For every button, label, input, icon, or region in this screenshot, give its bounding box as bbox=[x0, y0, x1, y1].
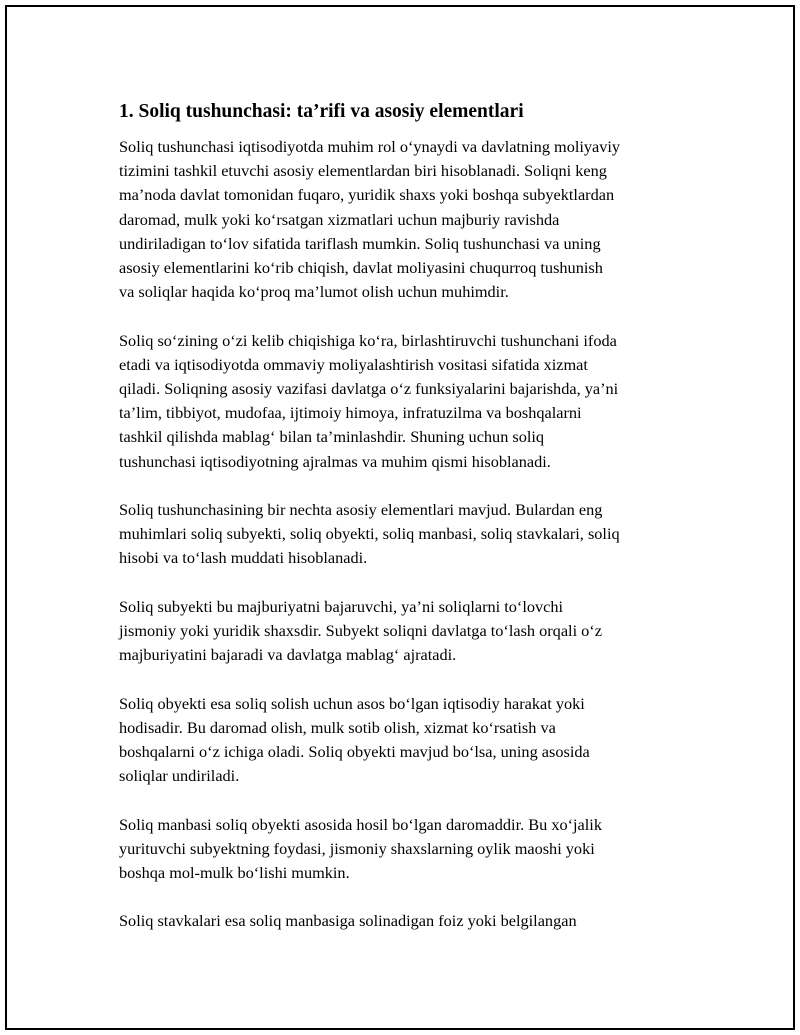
paragraph-line: boshqalarni oʻz ichiga oladi. Soliq obyekti mavjud boʻlsa, uning asosida bbox=[119, 742, 590, 762]
paragraph-line: boshqa mol-mulk boʻlishi mumkin. bbox=[119, 863, 350, 883]
paragraph bbox=[119, 135, 697, 304]
paragraph-line: yurituvchi subyektning foydasi, jismoniy shaxslarning oylik maoshi yoki bbox=[119, 838, 595, 858]
paragraph-line: daromad, mulk yoki koʻrsatgan xizmatlari uchun majburiy ravishda bbox=[119, 209, 560, 229]
paragraph-line: tashkil qilishda mablagʻ bilan ta’minlashdir. Shuning uchun soliq bbox=[119, 427, 545, 447]
paragraph-line: Soliq subyekti bu majburiyatni bajaruvchi, ya’ni soliqlarni toʻlovchi bbox=[119, 596, 564, 616]
paragraph bbox=[119, 909, 697, 933]
paragraph-line: Soliq manbasi soliq obyekti asosida hosil boʻlgan daromaddir. Bu xoʻjalik bbox=[119, 814, 602, 834]
paragraph-container bbox=[119, 135, 697, 934]
paragraph-line: undiriladigan toʻlov sifatida tariflash mumkin. Soliq tushunchasi va uning bbox=[119, 233, 601, 253]
paragraph-line: soliqlar undiriladi. bbox=[119, 766, 240, 786]
paragraph-line: tushunchasi iqtisodiyotning ajralmas va muhim qismi hisoblanadi. bbox=[119, 451, 551, 471]
paragraph bbox=[119, 813, 697, 886]
document-body bbox=[119, 99, 697, 958]
paragraph-line: va soliqlar haqida koʻproq ma’lumot olish uchun muhimdir. bbox=[119, 282, 509, 302]
paragraph-line: Soliq tushunchasi iqtisodiyotda muhim rol oʻynaydi va davlatning moliyaviy bbox=[119, 137, 621, 156]
paragraph bbox=[119, 595, 697, 668]
paragraph-line: etadi va iqtisodiyotda ommaviy moliyalashtirish vositasi sifatida xizmat bbox=[119, 354, 588, 374]
paragraph-line: Soliq stavkalari esa soliq manbasiga solinadigan foiz yoki belgilangan bbox=[119, 911, 577, 931]
paragraph-line: ma’noda davlat tomonidan fuqaro, yuridik shaxs yoki boshqa subyektlardan bbox=[119, 185, 615, 205]
section-heading: 1. Soliq tushunchasi: ta’rifi va asosiy elementlari bbox=[119, 101, 524, 122]
paragraph-line: ta’lim, tibbiyot, mudofaa, ijtimoiy himoya, infratuzilma va boshqalarni bbox=[119, 403, 582, 423]
paragraph-line: jismoniy yoki yuridik shaxsdir. Subyekt soliqni davlatga toʻlash orqali oʻz bbox=[119, 621, 602, 641]
paragraph-line: hodisadir. Bu daromad olish, mulk sotib olish, xizmat koʻrsatish va bbox=[119, 717, 556, 737]
paragraph-line: Soliq soʻzining oʻzi kelib chiqishiga koʻra, birlashtiruvchi tushunchani ifoda bbox=[119, 330, 617, 350]
paragraph-line: asosiy elementlarini koʻrib chiqish, davlat moliyasini chuqurroq tushunish bbox=[119, 258, 603, 278]
paragraph-line: tizimini tashkil etuvchi asosiy elementlardan biri hisoblanadi. Soliqni keng bbox=[119, 161, 607, 181]
paragraph-line: majburiyatini bajaradi va davlatga mablagʻ ajratadi. bbox=[119, 645, 457, 665]
paragraph-line: Soliq tushunchasining bir nechta asosiy elementlari mavjud. Bulardan eng bbox=[119, 500, 603, 520]
paragraph-line: qiladi. Soliqning asosiy vazifasi davlatga oʻz funksiyalarini bajarishda, ya’ni bbox=[119, 379, 619, 399]
paragraph-line: hisobi va toʻlash muddati hisoblanadi. bbox=[119, 548, 368, 568]
paragraph bbox=[119, 498, 697, 571]
paragraph-line: Soliq obyekti esa soliq solish uchun asos boʻlgan iqtisodiy harakat yoki bbox=[119, 693, 585, 713]
page-frame bbox=[5, 5, 795, 1030]
paragraph bbox=[119, 692, 697, 789]
paragraph bbox=[119, 329, 697, 474]
paragraph-line: muhimlari soliq subyekti, soliq obyekti, soliq manbasi, soliq stavkalari, soliq bbox=[119, 524, 620, 544]
